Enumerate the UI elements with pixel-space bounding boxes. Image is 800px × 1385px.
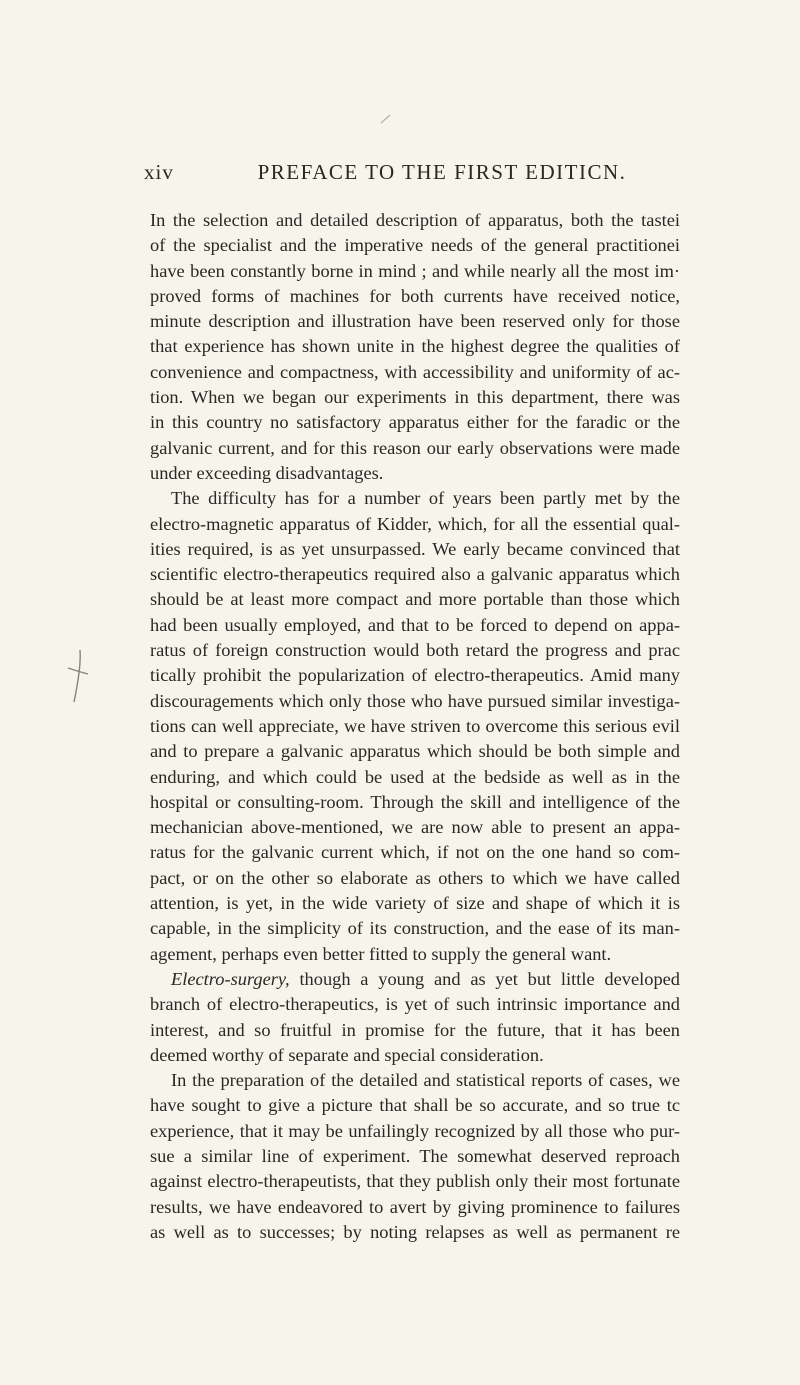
text-line: experience, that it may be unfailingly recognized by all those who pur-: [150, 1120, 680, 1141]
page-number: xiv: [144, 160, 174, 184]
preface-text: [150, 208, 680, 1245]
text-line: that experience has shown unite in the highest degree the qualities of: [150, 336, 680, 357]
ink-speck: [380, 114, 392, 124]
text-line: under exceeding disadvantages.: [150, 462, 384, 483]
text-line: capable, in the simplicity of its construction, and the ease of its man-: [150, 918, 680, 939]
text-line: proved forms of machines for both currents have received notice,: [150, 285, 680, 306]
text-line: of the specialist and the imperative needs of the general practitionei: [150, 235, 680, 256]
text-line: galvanic current, and for this reason our early observations were made: [150, 437, 680, 458]
text-line: had been usually employed, and that to be forced to depend on appa-: [150, 614, 680, 635]
running-head: [144, 160, 680, 188]
text-line: enduring, and which could be used at the bedside as well as in the: [150, 766, 680, 787]
text-line: should be at least more compact and more portable than those which: [150, 589, 680, 610]
running-title: PREFACE TO THE FIRST EDITICN.: [257, 160, 627, 184]
text-line: and to prepare a galvanic apparatus which should be both simple and: [150, 741, 680, 762]
text-line: agement, perhaps even better fitted to supply the general want.: [150, 943, 612, 964]
text-line: pact, or on the other so elaborate as others to which we have called: [150, 867, 680, 888]
text-line: ratus of foreign construction would both retard the progress and prac: [150, 640, 680, 661]
text-line: convenience and compactness, with accessibility and uniformity of ac-: [150, 361, 680, 382]
text-line: results, we have endeavored to avert by giving prominence to failures: [150, 1196, 680, 1217]
paragraph-start: The difficulty has for a number of years been partly met by the: [171, 488, 680, 509]
text-line: electro-magnetic apparatus of Kidder, which, for all the essential qual-: [150, 513, 680, 534]
text-line: have been constantly borne in mind ; and while nearly all the most im·: [150, 260, 680, 281]
text-line: deemed worthy of separate and special consideration.: [150, 1044, 544, 1065]
margin-pencil-mark: [66, 648, 90, 704]
text-line: sue a similar line of experiment. The somewhat deserved reproach: [150, 1145, 680, 1166]
text-line: tion. When we began our experiments in this department, there was: [150, 387, 680, 408]
text-line: against electro-therapeutists, that they publish only their most fortunate: [150, 1171, 680, 1192]
italic-term: Electro-surgery,: [171, 968, 290, 989]
text-line: In the selection and detailed description of apparatus, both the tastei: [150, 210, 680, 230]
text-line: interest, and so fruitful in promise for the future, that it has been: [150, 1019, 680, 1040]
text-line: ities required, is as yet unsurpassed. We early became convinced that: [150, 538, 680, 559]
text-line: tions can well appreciate, we have striven to overcome this serious evil: [150, 715, 680, 736]
text-line: mechanician above-mentioned, we are now able to present an appa-: [150, 817, 680, 838]
paragraph-start: [150, 967, 680, 992]
text-line: discouragements which only those who have pursued similar investiga-: [150, 690, 680, 711]
text-line: ratus for the galvanic current which, if not on the one hand so com-: [150, 842, 680, 863]
text-line: attention, is yet, in the wide variety of size and shape of which it is: [150, 893, 680, 914]
text-line: hospital or consulting-room. Through the skill and intelligence of the: [150, 791, 680, 812]
paragraph-start: In the preparation of the detailed and statistical reports of cases, we: [171, 1070, 680, 1091]
text-line: in this country no satisfactory apparatus either for the faradic or the: [150, 412, 680, 433]
text-fragment: though a young and as yet but little developed: [289, 968, 680, 989]
text-line: branch of electro-therapeutics, is yet of such intrinsic importance and: [150, 994, 680, 1015]
text-line: minute description and illustration have been reserved only for those: [150, 311, 680, 332]
text-line: scientific electro-therapeutics required also a galvanic apparatus which: [150, 564, 680, 585]
text-line: have sought to give a picture that shall be so accurate, and so true tc: [150, 1095, 680, 1116]
text-line: tically prohibit the popularization of electro-therapeutics. Amid many: [150, 665, 680, 686]
text-line: as well as to successes; by noting relapses as well as permanent re: [150, 1221, 680, 1242]
